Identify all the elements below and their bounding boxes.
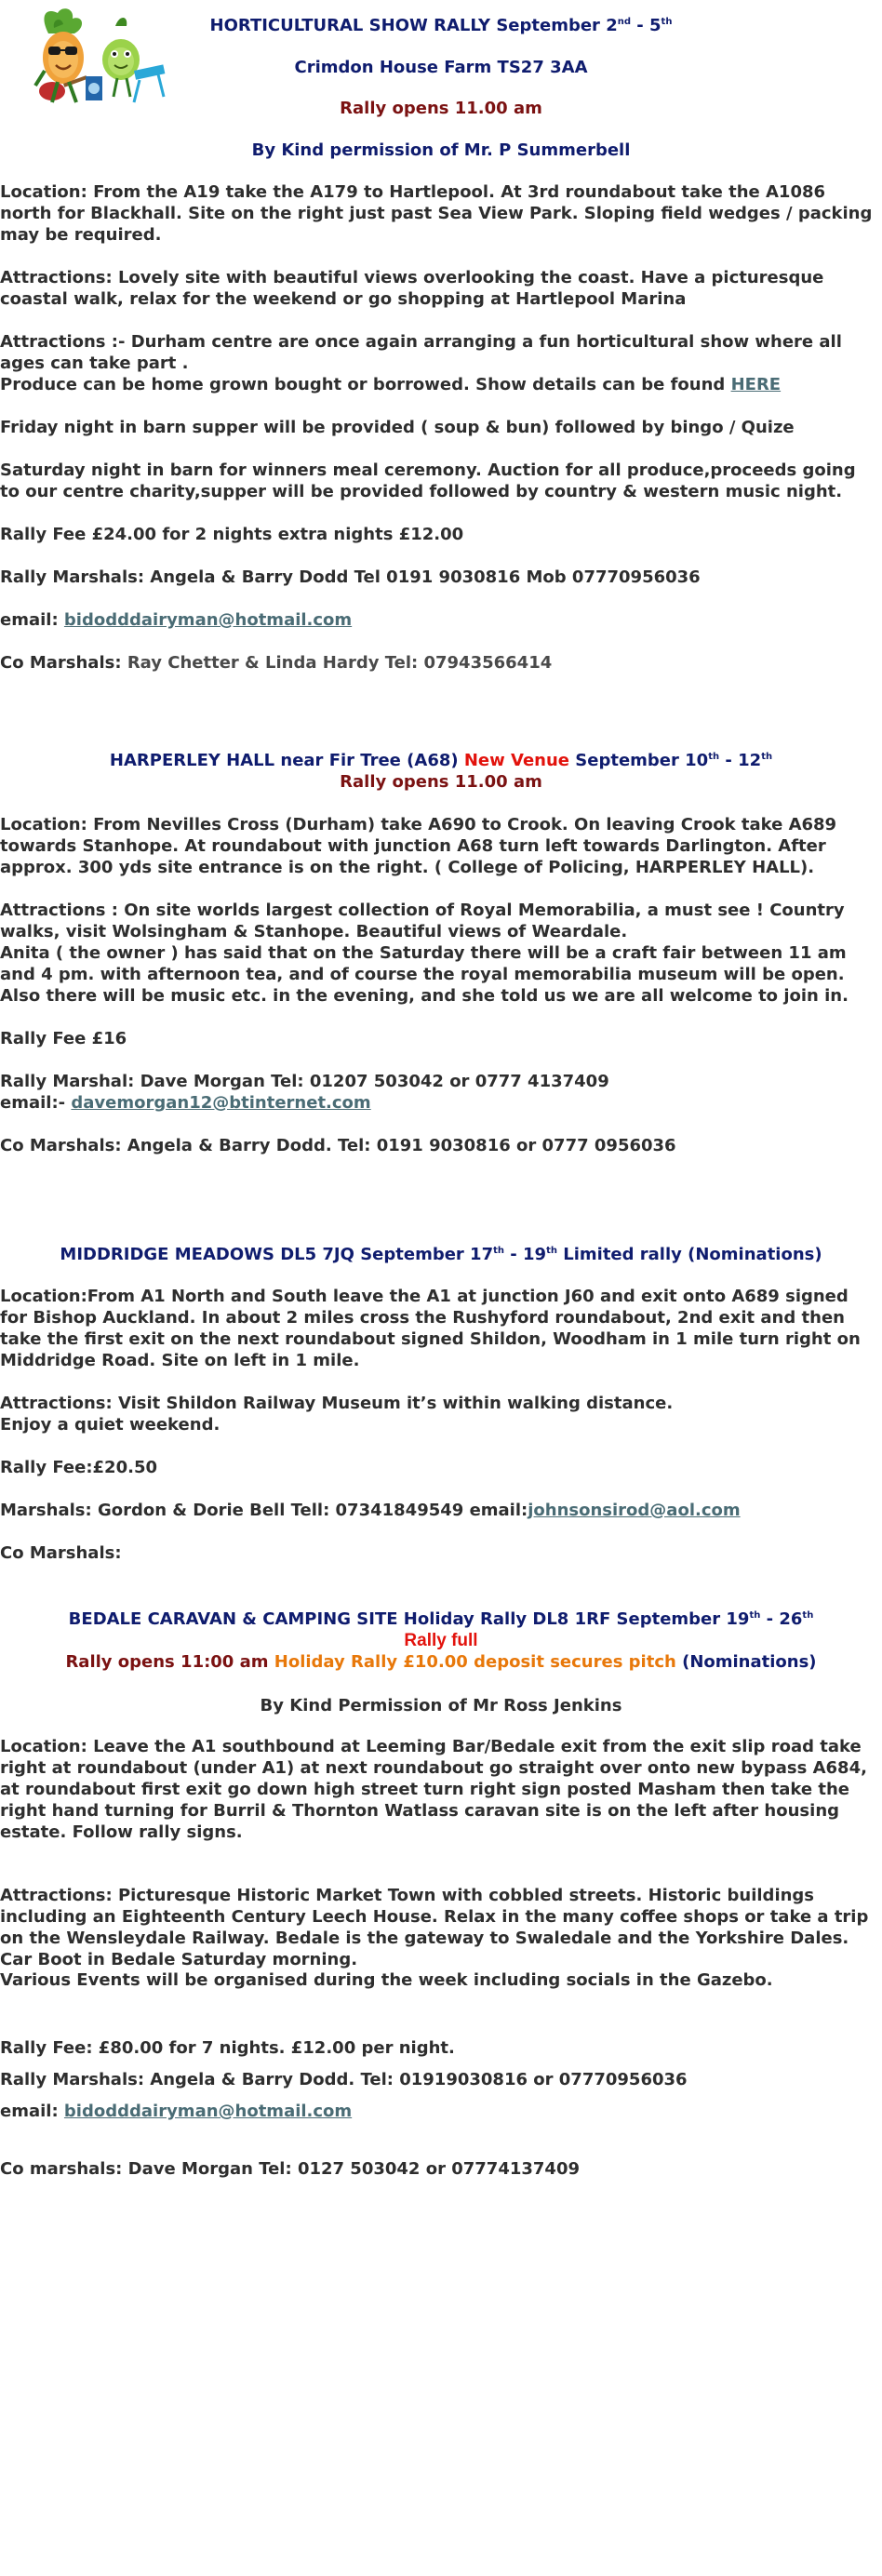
rally-friday: Friday night in barn supper will be provided ( soup & bun) followed by bingo / Quize xyxy=(0,418,795,437)
rally-title xyxy=(0,1244,882,1265)
email-label: email: xyxy=(0,610,64,630)
rally-attractions: Attractions: Visit Shildon Railway Museum it’s within walking distance. xyxy=(0,1394,674,1413)
rally-co-marshals: Co Marshals: xyxy=(0,1543,122,1563)
rally-co-marshals: Co marshals: Dave Morgan Tel: 0127 503042 or 07774137409 xyxy=(0,2159,580,2179)
rally-co-marshals: Co Marshals: Angela & Barry Dodd. Tel: 0191 9030816 or 0777 0956036 xyxy=(0,1136,676,1155)
rally-opens: Rally opens 11.00 am xyxy=(340,99,542,118)
superscript: nd xyxy=(617,17,632,27)
rally-marshals: Rally Marshals: Angela & Barry Dodd. Tel: 01919030816 or 07770956036 xyxy=(0,2070,688,2089)
rally-fee: Rally Fee £16 xyxy=(0,1029,127,1048)
rally-permission: By Kind permission of Mr. P Summerbell xyxy=(251,140,631,160)
deposit-note: Holiday Rally £10.00 deposit secures pitch xyxy=(274,1652,676,1672)
rally-location: Location: From the A19 take the A179 to Hartlepool. At 3rd roundabout take the A1086 north for Blackhall. Site on the right just past Sea View Park. Sloping field wedges / packing may be required. xyxy=(0,182,873,245)
rally-fee: Rally Fee: £80.00 for 7 nights. £12.00 per night. xyxy=(0,2038,455,2058)
rally-attractions: Attractions: Lovely site with beautiful views overlooking the coast. Have a picturesque coastal walk, relax for the weekend or go shopping at Hartlepool Marina xyxy=(0,268,824,309)
rally-opens-line xyxy=(0,1651,882,1673)
rally-email xyxy=(0,2096,878,2128)
superscript: th xyxy=(493,1246,505,1256)
email-link[interactable]: bidodddairyman@hotmail.com xyxy=(63,610,353,630)
title-text: - 5 xyxy=(631,16,662,35)
rally-permission: By Kind Permission of Mr Ross Jenkins xyxy=(260,1696,622,1715)
rally-events: Various Events will be organised during the week including socials in the Gazebo. xyxy=(0,1970,773,1990)
produce-text: Produce can be home grown bought or borrowed. Show details can be found xyxy=(0,375,731,394)
rally-attractions: Attractions : On site worlds largest collection of Royal Memorabilia, a must see ! Country walks, visit Wolsingham & Stanhope. Beautiful views of Weardale. xyxy=(0,901,845,941)
superscript: th xyxy=(708,752,720,762)
title-text: September 10 xyxy=(569,751,709,770)
email-link[interactable]: davemorgan12@btinternet.com xyxy=(71,1093,371,1113)
rally-full-notice: Rally full xyxy=(404,1631,478,1650)
rally-location: Location: From Nevilles Cross (Durham) take A690 to Crook. On leaving Crook take A689 towards Stanhope. At roundabout with junction A68 turn left towards Darlington. After approx. 300 yds site entrance is on the right. ( College of Policing, HARPERLEY HALL). xyxy=(0,815,837,877)
email-link[interactable]: bidodddairyman@hotmail.com xyxy=(63,2102,353,2121)
title-text: BEDALE CARAVAN & CAMPING SITE Holiday Rally DL8 1RF September 19 xyxy=(68,1609,750,1629)
rally-opens: Rally opens 11:00 am xyxy=(65,1652,274,1672)
show-details-link[interactable]: HERE xyxy=(730,375,782,394)
email-link[interactable]: johnsonsirod@aol.com xyxy=(528,1501,741,1520)
rally-attractions-show: Attractions :- Durham centre are once again arranging a fun horticultural show where all ages can take part . xyxy=(0,332,842,373)
co-marshals-value: Ray Chetter & Linda Hardy Tel: 07943566414 xyxy=(127,653,553,673)
rally-venue: Crimdon House Farm TS27 3AA xyxy=(294,58,588,77)
rally-co-marshals xyxy=(0,652,878,674)
rally-title xyxy=(0,750,882,771)
rally-email xyxy=(0,1092,878,1114)
rally-saturday: Saturday night in barn for winners meal ceremony. Auction for all produce,proceeds going to our centre charity,supper will be provided followed by country & western music night. xyxy=(0,460,856,501)
rally-marshal: Rally Marshal: Dave Morgan Tel: 01207 503042 or 0777 4137409 xyxy=(0,1072,609,1091)
rally-location: Location:From A1 North and South leave the A1 at junction J60 and exit onto A689 signed for Bishop Auckland. In about 2 miles cross the Rushyford roundabout, 2nd exit and then take the first exit on the next roundabout signed Shildon, Woodham in 1 mile turn right on Middridge Road. Site on left in 1 mile. xyxy=(0,1287,861,1370)
rally-title xyxy=(0,1608,882,1630)
title-text: HORTICULTURAL SHOW RALLY September 2 xyxy=(209,16,618,35)
email-label: email: xyxy=(0,2102,64,2121)
superscript: th xyxy=(661,17,673,27)
co-marshals-label: Co Marshals: xyxy=(0,653,127,673)
title-text: MIDDRIDGE MEADOWS DL5 7JQ September 17 xyxy=(60,1245,494,1264)
title-text: HARPERLEY HALL near Fir Tree (A68) xyxy=(109,751,464,770)
marshals-text: Marshals: Gordon & Dorie Bell Tell: 07341849549 email: xyxy=(0,1501,528,1520)
new-venue-badge: New Venue xyxy=(463,751,570,770)
rally-fee: Rally Fee £24.00 for 2 nights extra nights £12.00 xyxy=(0,525,464,544)
rally-marshals: Rally Marshals: Angela & Barry Dodd Tel 0191 9030816 Mob 07770956036 xyxy=(0,567,701,587)
superscript: th xyxy=(761,752,773,762)
title-text: - 19 xyxy=(504,1245,547,1264)
superscript: th xyxy=(546,1246,557,1256)
rally-marshals xyxy=(0,1500,878,1521)
rally-attractions: Attractions: Picturesque Historic Market Town with cobbled streets. Historic buildings including an Eighteenth Century Leech House. Relax in the many coffee shops or take a trip on the Wensleydale Railway. Bedale is the gateway to Swaledale and the Yorkshire Dales. Car Boot in Bedale Saturday morning. xyxy=(0,1886,869,1969)
rally-opens: Rally opens 11.00 am xyxy=(340,772,542,792)
title-text: - 12 xyxy=(719,751,762,770)
title-text: - 26 xyxy=(760,1609,803,1629)
rally-email xyxy=(0,609,878,631)
rally-location: Location: Leave the A1 southbound at Leeming Bar/Bedale exit from the exit slip road take right at roundabout (under A1) at next roundabout go straight over onto new bypass A684, at roundabout first exit go down high street turn right sign posted Masham then take the right hand turning for Burril & Thornton Watlass caravan site is on the left after housing estate. Follow rally signs. xyxy=(0,1737,867,1842)
nominations-note: (Nominations) xyxy=(675,1652,817,1672)
superscript: th xyxy=(802,1610,814,1621)
title-text: Limited rally (Nominations) xyxy=(556,1245,822,1264)
email-label: email:- xyxy=(0,1093,72,1113)
rally-produce xyxy=(0,374,878,395)
rally-title xyxy=(0,15,882,36)
rally-fee: Rally Fee:£20.50 xyxy=(0,1458,157,1477)
rally-attractions-fair: Anita ( the owner ) has said that on the Saturday there will be a craft fair between 11 am and 4 pm. with afternoon tea, and of course the royal memorabilia museum will be open. Also there will be music etc. in the evening, and she told us we are all welcome to join in. xyxy=(0,943,849,1006)
rally-attractions-extra: Enjoy a quiet weekend. xyxy=(0,1415,220,1435)
superscript: th xyxy=(749,1610,761,1621)
